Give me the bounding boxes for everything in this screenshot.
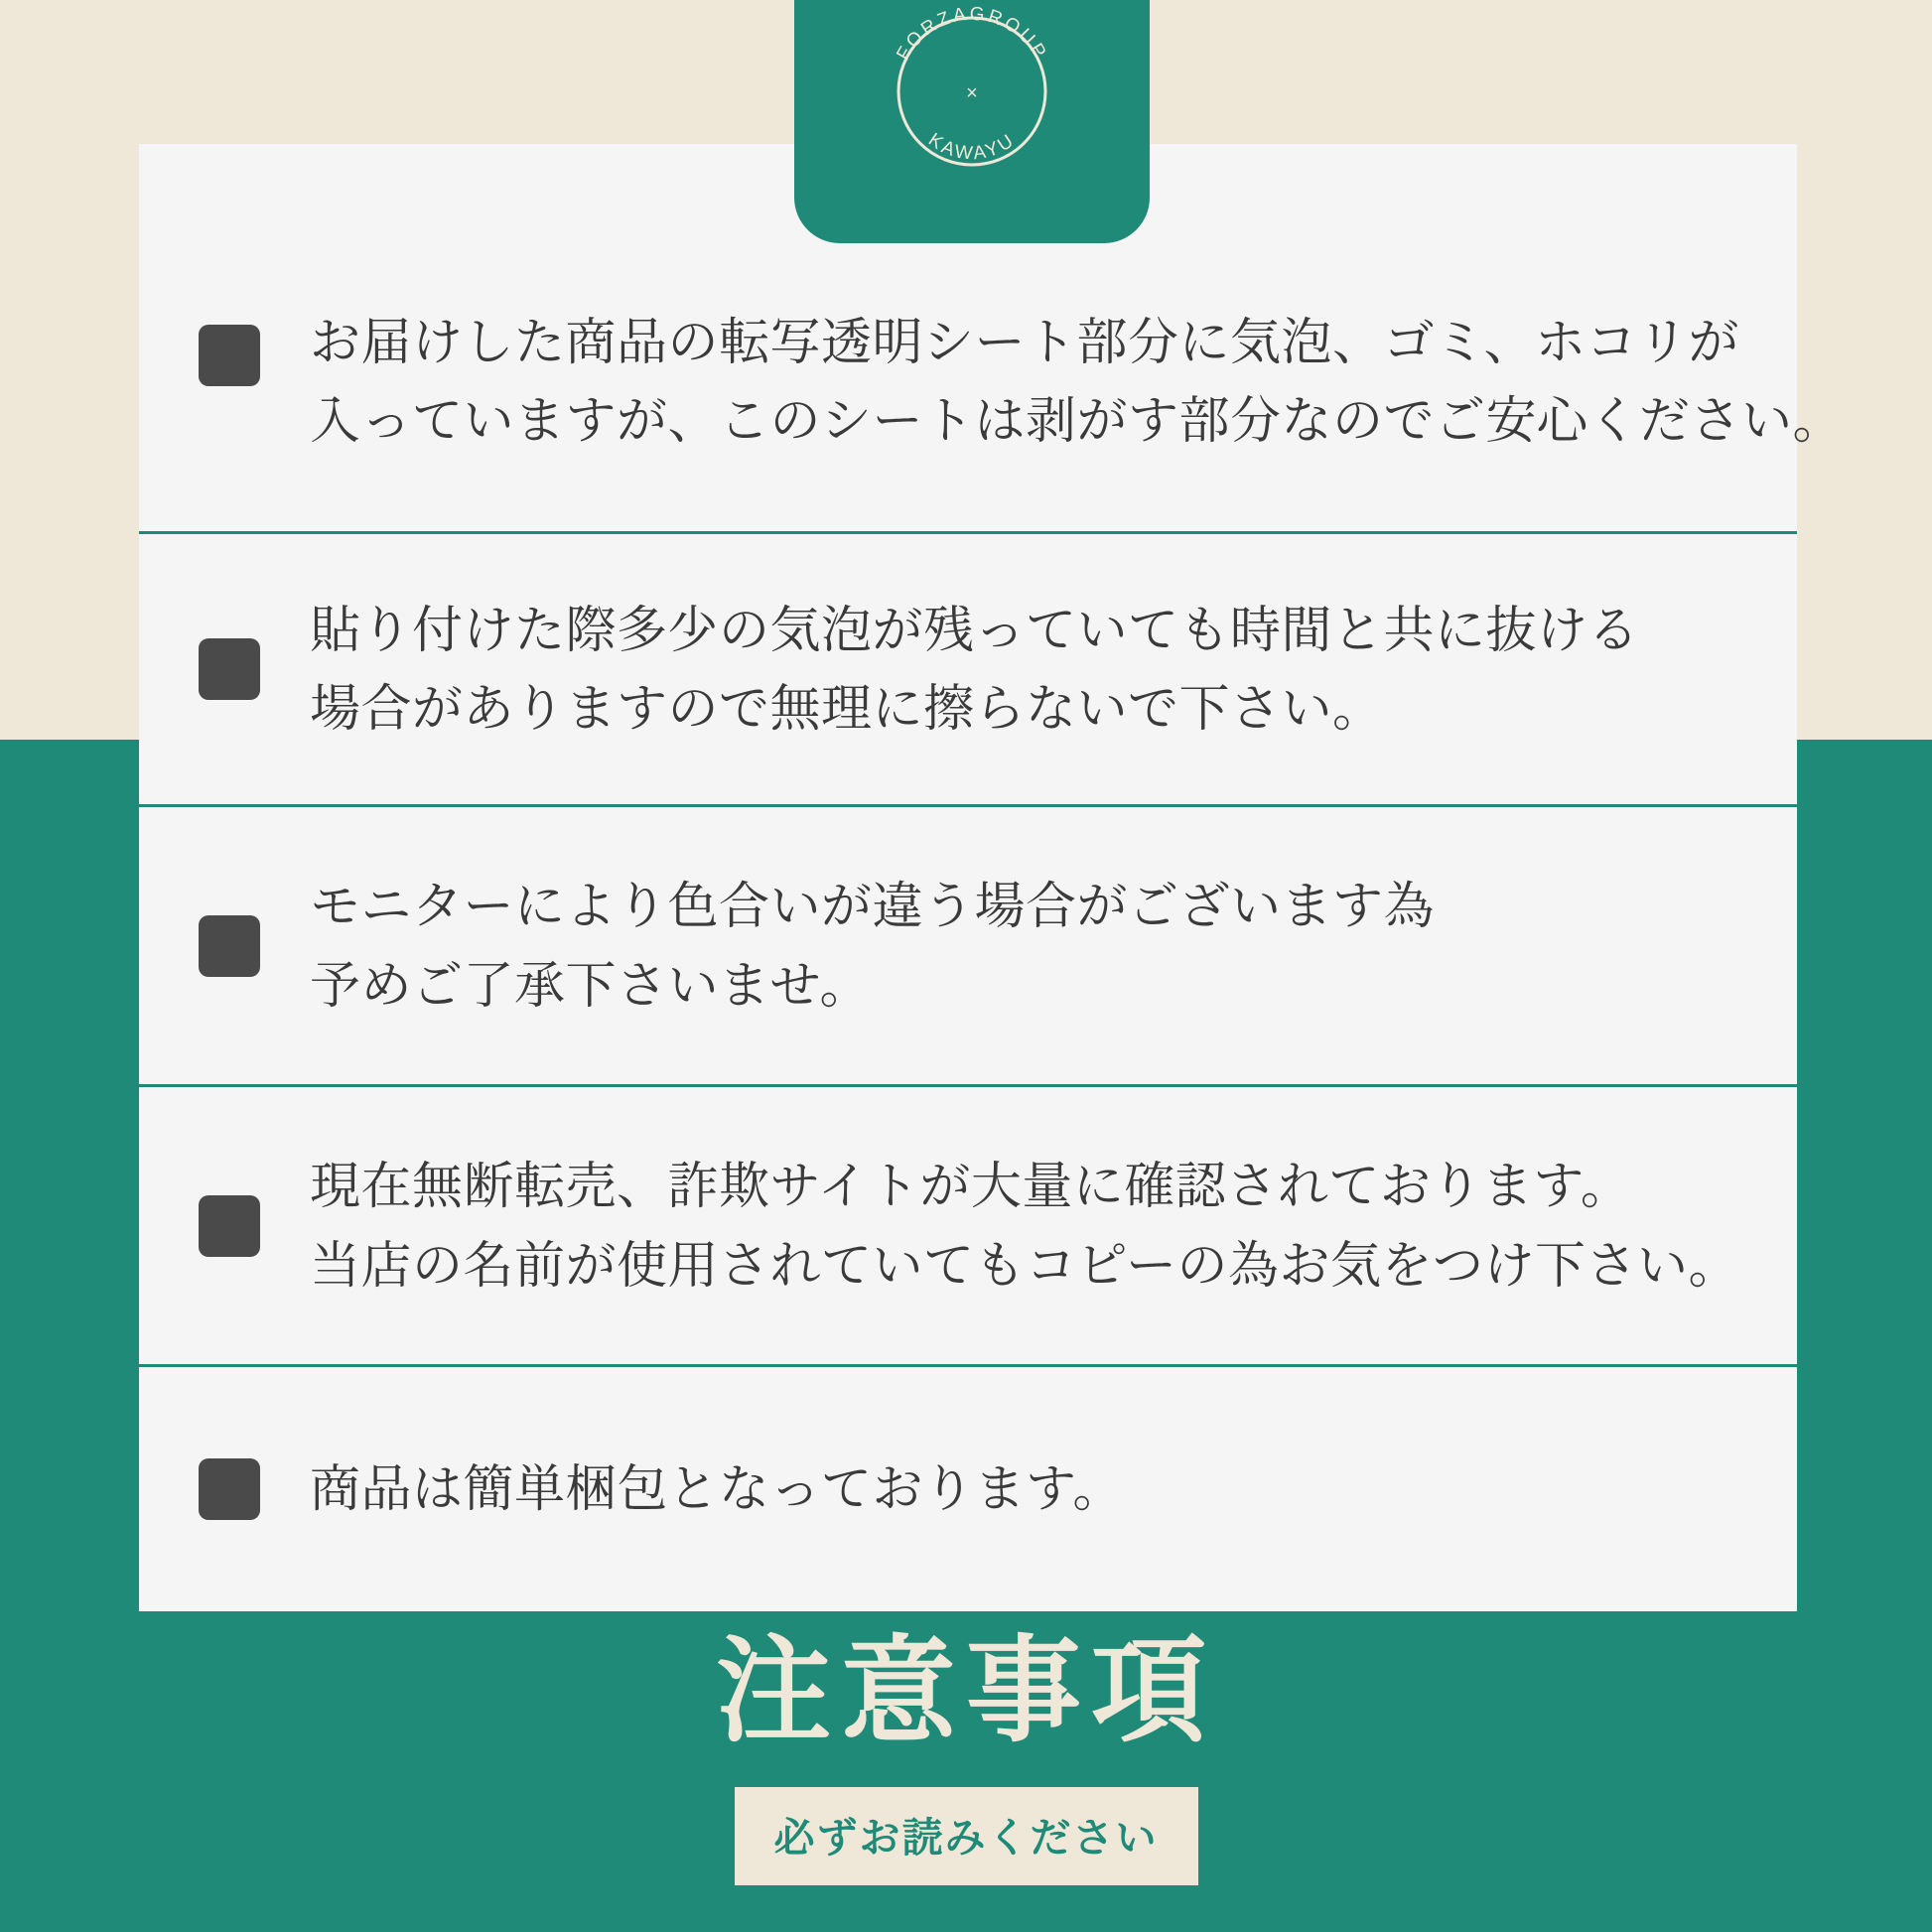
note-item-5: [139, 1367, 1797, 1611]
square-bullet-icon: [199, 1458, 260, 1520]
note-text-4: [310, 1147, 1739, 1304]
note-line: モニターにより色合いが違う場合がございます為: [310, 878, 1436, 935]
page-title: 注意事項: [716, 1626, 1216, 1755]
brand-logo-badge: [794, 0, 1150, 243]
note-item-3: [139, 807, 1797, 1087]
note-item-4: [139, 1087, 1797, 1367]
note-text-1: [310, 303, 1844, 460]
notes-panel: [139, 144, 1845, 1611]
note-line: 予めご了承下さいませ。: [310, 956, 871, 1014]
square-bullet-icon: [199, 1195, 260, 1257]
note-line: 当店の名前が使用されていてもコピーの為お気をつけ下さい。: [310, 1236, 1739, 1294]
square-bullet-icon: [199, 325, 260, 386]
square-bullet-icon: [199, 638, 260, 700]
note-item-2: [139, 534, 1797, 807]
note-line: 場合がありますので無理に擦らないで下さい。: [310, 680, 1384, 737]
svg-text:×: ×: [966, 82, 978, 104]
footer-heading: [0, 1628, 1932, 1885]
note-line: お届けした商品の転写透明シート部分に気泡、ゴミ、ホコリが: [310, 314, 1739, 370]
subtitle-badge: 必ずお読みください: [735, 1787, 1198, 1885]
note-text-3: [310, 867, 1435, 1024]
svg-text:FORZAGROUP: FORZAGROUP: [893, 3, 1051, 65]
circular-logo-icon: [875, 0, 1069, 189]
note-text-2: [310, 591, 1639, 748]
svg-text:KAWAYU: KAWAYU: [924, 129, 1020, 165]
square-bullet-icon: [199, 915, 260, 977]
note-text-5: [310, 1449, 1124, 1528]
note-line: 貼り付けた際多少の気泡が残っていても時間と共に抜ける: [310, 601, 1640, 658]
note-line: 商品は簡単梱包となっております。: [310, 1460, 1124, 1518]
note-line: 現在無断転売、詐欺サイトが大量に確認されております。: [310, 1158, 1632, 1215]
note-line: 入っていますが、このシートは剥がす部分なのでご安心ください。: [310, 392, 1845, 450]
